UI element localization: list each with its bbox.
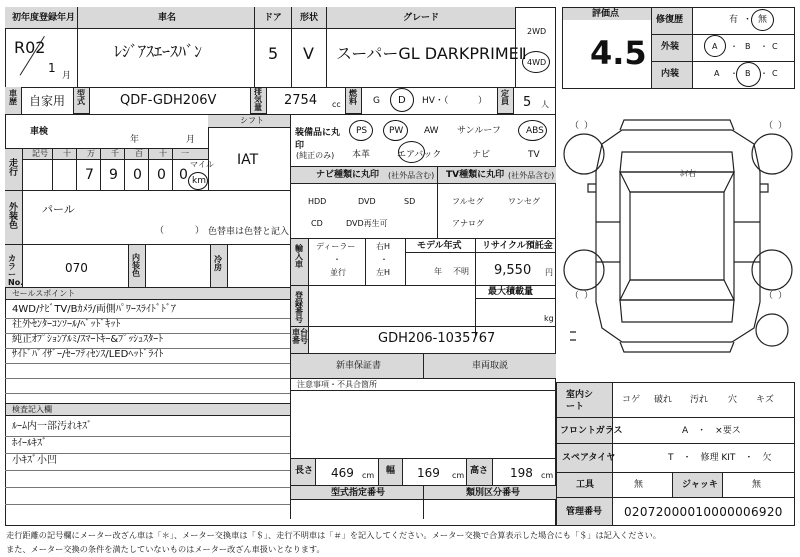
tools-label: 工具 xyxy=(576,480,595,490)
mileage-sub-label: 記号 xyxy=(32,149,48,158)
interior-color-label: 内装色 xyxy=(132,253,140,278)
notes-label: 注意事項・不具合箇所 xyxy=(297,380,377,389)
jack-value: 無 xyxy=(752,480,762,490)
dealer-label: ディーラー xyxy=(316,242,356,251)
navi-cd: CD xyxy=(311,219,323,228)
height-unit: cm xyxy=(541,471,554,480)
navi-title: ナビ種類に丸印 xyxy=(316,170,380,180)
equip-leather: 本革 xyxy=(352,150,371,160)
diagram-paren-7: （ xyxy=(764,291,774,301)
ext-dot2: ・ xyxy=(760,42,768,51)
displacement-unit: cc xyxy=(332,100,341,109)
car-damage-diagram xyxy=(562,92,795,382)
score-value: 4.5 xyxy=(590,34,647,72)
inspector-line: ﾙｰﾑ内一部汚れｷｽﾞ xyxy=(12,421,92,432)
grade-label: グレード xyxy=(403,13,440,23)
color-note: 色替車は色替と記入 xyxy=(208,227,290,237)
mileage-digit-label: 十 xyxy=(63,149,71,158)
class-no-label: 類別区分番号 xyxy=(466,488,521,498)
seat-ana: 穴 xyxy=(728,395,738,405)
equip-tv: TV xyxy=(528,150,540,160)
seat-yogore: 汚れ xyxy=(690,395,709,405)
color-value: パール xyxy=(42,203,75,216)
exterior-label: 外装 xyxy=(661,42,680,52)
navi-dvd-play: DVD再生可 xyxy=(346,219,388,228)
diagram-paren-3: （ xyxy=(764,121,774,131)
recycle-value: 9,550 xyxy=(494,263,532,278)
diagram-paren-5: （ xyxy=(570,291,580,301)
repair-no: 無 xyxy=(758,15,768,25)
navi-sd: SD xyxy=(404,197,416,206)
sales-label: セールスポイント xyxy=(12,289,76,298)
repair-dot: ・ xyxy=(743,15,753,25)
seat-koge: コゲ xyxy=(622,395,641,405)
width-label: 幅 xyxy=(386,466,396,476)
length-value: 469 xyxy=(331,466,354,480)
parallel-label: 並行 xyxy=(330,268,346,277)
fuel-close: ） xyxy=(478,96,488,106)
mileage-digit-value: 7 xyxy=(85,167,94,183)
equip-aw: AW xyxy=(424,126,439,136)
car-name-value: ﾚｼﾞｱｽｴｰｽﾊﾞﾝ xyxy=(114,42,203,61)
inspector-line: ﾎｲｰﾙｷｽﾞ xyxy=(12,438,47,449)
equip-abs: ABS xyxy=(526,126,544,136)
shape-label: 形状 xyxy=(300,13,319,23)
mile-label: マイル xyxy=(190,160,214,169)
inspector-line: 小ｷｽﾞ小凹 xyxy=(12,455,57,466)
car-name-label: 車名 xyxy=(158,13,177,23)
sales-line: ｻｲﾄﾞﾊﾞｲｻﾞｰ/ｾｰﾌﾃｨｾﾝｽ/LEDﾍｯﾄﾞﾗｲﾄ xyxy=(12,349,164,360)
int-b: B xyxy=(745,69,751,78)
equip-navi: ナビ xyxy=(472,150,491,160)
color-no-value: 070 xyxy=(65,261,88,275)
model-year-year: 年 xyxy=(434,267,442,276)
int-dot1: ・ xyxy=(730,69,738,78)
inspection-month: 月 xyxy=(186,135,196,145)
import-label: 輸入車 xyxy=(295,244,303,269)
equip-airbag-circle xyxy=(398,141,425,163)
model-label: 型式 xyxy=(77,89,85,106)
door-label: ドア xyxy=(264,13,282,23)
score-label: 評価点 xyxy=(592,9,620,19)
mileage-digit-label: 百 xyxy=(135,149,143,158)
seat-yabure: 破れ xyxy=(654,395,673,405)
ext-a-circle xyxy=(704,35,726,57)
color-paren-open: （ xyxy=(155,226,165,236)
recycle-label: リサイクル預託金 xyxy=(482,241,553,251)
equipment-label: 装備品に丸印 xyxy=(295,128,341,151)
repair-label: 修復歴 xyxy=(656,15,684,25)
equip-pw-circle xyxy=(383,120,408,141)
navi-dvd: DVD xyxy=(358,197,376,206)
max-load-label: 最大積載量 xyxy=(488,287,534,297)
interior-label: 内装 xyxy=(661,69,680,79)
lr-dot: ・ xyxy=(380,255,388,264)
repair-no-circle xyxy=(751,9,774,31)
grade-value: スーパーGL DARKPRIMEⅡ xyxy=(336,44,527,63)
shape-value: V xyxy=(303,44,314,63)
ext-b: B xyxy=(745,42,751,51)
diagram-paren-4: ） xyxy=(778,121,788,131)
mgmt-label: 管理番号 xyxy=(566,507,603,517)
type-no-label: 型式指定番号 xyxy=(331,488,386,498)
ext-a: A xyxy=(712,42,718,51)
mileage-digit-label: 千 xyxy=(111,149,119,158)
diagram-paren-2: ） xyxy=(584,121,594,131)
int-b-circle xyxy=(736,62,761,87)
mileage-digit-value: 9 xyxy=(109,167,118,183)
diagram-paren-8: ） xyxy=(778,291,788,301)
month-value: 1 xyxy=(48,61,56,75)
mileage-digit-label: 一 xyxy=(181,149,189,158)
equip-ps: PS xyxy=(356,126,368,136)
spare-label: スペアタイヤ xyxy=(562,453,616,463)
length-unit: cm xyxy=(362,471,375,480)
sales-line: 社外ｾﾝﾀｰｺﾝｿｰﾙ/ﾍﾞｯﾄﾞｷｯﾄ xyxy=(12,319,121,330)
capacity-label: 定員 xyxy=(501,89,509,106)
tv-analog: アナログ xyxy=(452,219,484,228)
diagram-paren-1: （ xyxy=(570,121,580,131)
fuel-hv: HV・（ xyxy=(422,96,449,106)
glass-value: A ・ ×要ス xyxy=(682,426,741,436)
tv-title: TV種類に丸印 xyxy=(446,170,505,180)
equip-sunroof: サンルーフ xyxy=(457,126,501,136)
mgmt-value: 02072000010000006920 xyxy=(624,505,783,519)
right-h-label: 右H xyxy=(376,242,391,251)
mileage-label: 走行 xyxy=(9,159,19,178)
tv-note: (社外品含む) xyxy=(508,171,555,180)
jack-label: ジャッキ xyxy=(682,480,718,490)
manual-label: 車両取説 xyxy=(472,361,509,371)
height-label: 高さ xyxy=(470,466,489,476)
navi-hdd: HDD xyxy=(308,197,327,206)
navi-note: (社外品含む) xyxy=(388,171,435,180)
mileage-digit-value: 0 xyxy=(179,167,188,183)
usage-label: 車歴 xyxy=(9,89,17,106)
repair-yes: 有 xyxy=(729,15,739,25)
height-value: 198 xyxy=(510,466,533,480)
equip-pw: PW xyxy=(389,126,404,136)
reg-no-label: 登録番号 xyxy=(295,291,303,324)
shift-value: IAT xyxy=(237,152,259,168)
tv-oneseg: ワンセグ xyxy=(508,197,540,206)
recycle-unit: 円 xyxy=(545,268,553,277)
int-c: C xyxy=(772,69,778,78)
fuel-d-circle xyxy=(390,88,414,112)
chassis-value: GDH206-1035767 xyxy=(378,331,496,346)
left-h-label: 左H xyxy=(376,268,391,277)
mileage-digit-value: 0 xyxy=(133,167,142,183)
ext-dot1: ・ xyxy=(730,42,738,51)
inspection-year: 年 xyxy=(130,135,140,145)
sales-line: 純正ｵﾌﾟｼｮﾝｱﾙﾐ/ｽﾏｰﾄｷｰ&ﾌﾟｯｼｭｽﾀｰﾄ xyxy=(12,334,164,345)
displacement-value: 2754 xyxy=(284,93,318,108)
cold-label: 冷房 xyxy=(214,255,222,272)
seat-kizu: キズ xyxy=(756,395,774,405)
max-load-unit: kg xyxy=(544,314,554,323)
mileage-digit-label: 十 xyxy=(159,149,167,158)
seat-label: 室内シート xyxy=(566,390,594,412)
door-value: 5 xyxy=(268,44,279,63)
inspector-label: 検査記入欄 xyxy=(12,405,52,414)
capacity-value: 5 xyxy=(523,95,532,110)
drive-2wd: 2WD xyxy=(527,27,547,36)
chassis-label: 車台番号 xyxy=(292,328,308,345)
footer-line1: 走行距離の記号欄にメーター改ざん車は「＊」、メーター交換車は「＄」、走行不明車は「＃」を記入してください。メーター交換で合算表示した場合にも「＄」は記入ください。 xyxy=(6,530,661,540)
sales-line: 4WD/ﾅﾋﾞTV/Bｶﾒﾗ/両側ﾊﾟﾜｰｽﾗｲﾄﾞﾄﾞｱ xyxy=(12,304,176,315)
shift-label: シフト xyxy=(240,116,264,125)
width-value: 169 xyxy=(417,466,440,480)
km-label: km xyxy=(192,176,206,186)
width-unit: cm xyxy=(452,471,465,480)
model-year-unknown: 不明 xyxy=(453,267,469,276)
length-label: 長さ xyxy=(295,466,314,476)
fuel-g: G xyxy=(373,96,380,106)
equipment-sub: (純正のみ) xyxy=(296,151,335,160)
int-dot2: ・ xyxy=(760,69,768,78)
equip-abs-circle xyxy=(518,120,547,141)
tools-value: 無 xyxy=(634,480,644,490)
ext-c: C xyxy=(772,42,778,51)
tv-fullseg: フルセグ xyxy=(452,197,484,206)
equip-ps-circle xyxy=(349,120,373,141)
color-no-label: カラーNo. xyxy=(8,254,24,287)
footer-line2: また、メーター交換の条件を満たしていないものはメーター改ざん車扱いとなります。 xyxy=(6,544,325,554)
fuel-d: D xyxy=(398,95,406,106)
month-unit: 月 xyxy=(62,71,72,81)
displacement-label: 排気量 xyxy=(254,87,262,112)
drive-4wd: 4WD xyxy=(527,58,547,67)
usage-value: 自家用 xyxy=(29,94,66,108)
first-reg-label: 初年度登録年月 xyxy=(12,13,76,23)
spare-items: T ・ 修理 KIT ・ 欠 xyxy=(668,453,772,463)
mileage-digit-value: 0 xyxy=(157,167,166,183)
int-a: A xyxy=(714,69,720,78)
diagram-paren-6: ） xyxy=(584,291,594,301)
dealer-dot: ・ xyxy=(333,255,341,264)
capacity-unit: 人 xyxy=(541,100,549,109)
equip-airbag: エアバック xyxy=(397,150,442,160)
model-year-label: モデル年式 xyxy=(417,241,462,251)
mileage-digit-label: 万 xyxy=(87,149,95,158)
warranty-label: 新車保証書 xyxy=(336,361,382,371)
color-label: 外装色 xyxy=(9,203,19,231)
diagram-note: ﾎｲ右 xyxy=(680,169,696,178)
first-reg-value: R02 xyxy=(14,38,46,57)
fuel-label: 燃料 xyxy=(349,89,357,106)
model-value: QDF-GDH206V xyxy=(120,93,217,108)
color-paren-close: ） xyxy=(195,226,205,236)
glass-label: フロントガラス xyxy=(560,426,623,436)
km-circle xyxy=(188,172,208,190)
inspection-label: 車検 xyxy=(30,127,49,137)
